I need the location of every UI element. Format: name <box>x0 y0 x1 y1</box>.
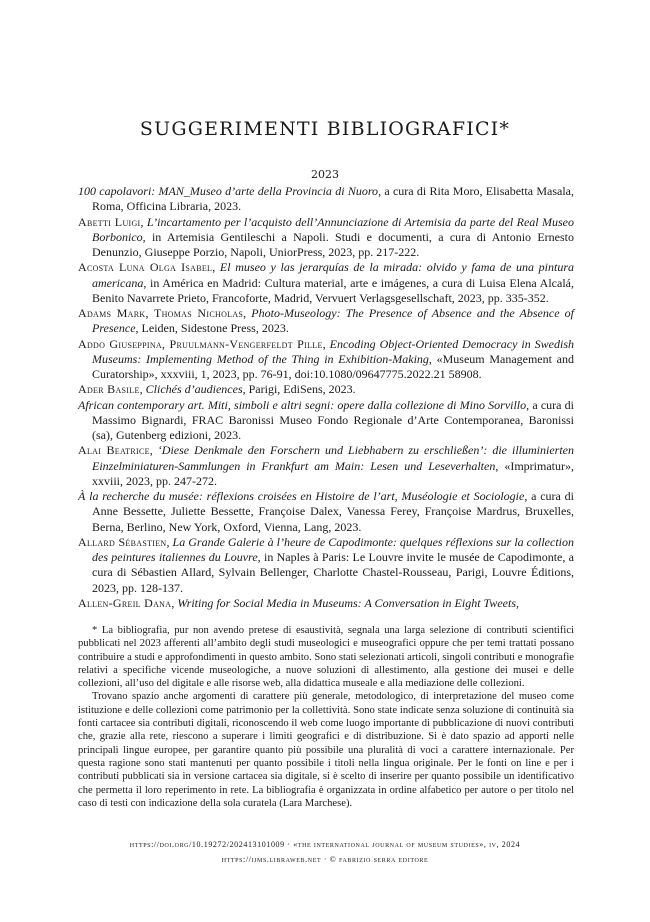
entry-details: , a cura di Rita Moro, Elisabetta Masala, Roma, Officina Libraria, 2023. <box>92 184 574 214</box>
entry-details: , «Imprimatur», xxviii, 2023, pp. 247-272. <box>92 458 574 488</box>
page-title <box>0 118 650 140</box>
bibliography-list <box>78 184 574 611</box>
footnote-marker: * <box>499 118 511 140</box>
bibliography-entry: Abetti Luigi, L’incartamento per l’acquisto dell’Annunciazione di Artemisia da parte del Real Museo Borbonico, in Artemisia Gentileschi a Napoli. Studi e documenti, a cura di Antonio Ernesto Denunzio, Giuseppe Porzio, Napoli, UniorPress, 2023, pp. 217-222. <box>78 214 575 259</box>
bibliography-entry: Addo Giuseppina, Pruulmann-Vengerfeldt Pille, Encoding Object-Oriented Democracy in Swedish Museums: Implementing Method of the Thing in Exhibition-Making, «Museum Management and Curatorship», xxxviii, 1, 2023, pp. 76-91, doi:10.1080/09647775.2022.21 58908. <box>78 336 575 381</box>
bibliography-entry <box>78 398 574 444</box>
entry-details: , in Naples à Paris: Le Louvre invite le musée de Capodimonte, a cura di Sébastien Allard, Sylvain Bellenger, Charlotte Chastel-Rousseau, Parigi, Louvre Éditions, 2023, pp. 128-137. <box>92 550 574 595</box>
entry-details: , a cura di Massimo Bignardi, FRAC Baronissi Museo Fondo Regionale d’Arte Contemporanea, Baronissi (sa), Gutenberg edizioni, 2023. <box>92 397 574 442</box>
entry-title: Clichés d’audiences <box>145 382 243 397</box>
entry-title: Encoding Object-Oriented Democracy in Swedish Museums: Implementing Method of the Thing in Exhibition-Making <box>92 336 575 366</box>
entry-title: 100 capolavori: MAN_Museo d’arte della Provincia di Nuoro <box>78 184 379 198</box>
entry-details: , in América en Madrid: Cultura material, arte e imágenes, a cura di Luisa Elena Alcalá, Benito Navarrete Prieto, Francoforte, Madrid, Vervuert Verlagsgesellschaft, 2023, pp. 335-352. <box>92 275 574 305</box>
page-title-text: SUGGERIMENTI BIBLIOGRAFICI <box>139 118 500 140</box>
entry-details: , Leiden, Sidestone Press, 2023. <box>135 321 289 336</box>
bibliography-entry: Ader Basile, Clichés d’audiences, Parigi, EdiSens, 2023. <box>78 382 356 397</box>
entry-author: Abetti Luigi <box>78 214 141 229</box>
bibliography-entry: Adams Mark, Thomas Nicholas, Photo-Museology: The Presence of Absence and the Absence of Presence, Leiden, Sidestone Press, 2023. <box>78 306 574 336</box>
entry-title: L’incartamento per l’acquisto dell’Annunciazione di Artemisia da parte del Real Museo Borbonico <box>92 214 575 244</box>
entry-details: , in Artemisia Gentileschi a Napoli. Studi e documenti, a cura di Antonio Ernesto Denunzio, Giuseppe Porzio, Napoli, UniorPress, 2023, pp. 217-222. <box>92 229 574 259</box>
entry-details: , «Museum Management and Curatorship», xxxviii, 1, 2023, pp. 76-91, doi:10.1080/09647775.2022.21 58908. <box>92 351 574 381</box>
entry-details: , <box>516 595 519 610</box>
footer-doi-line: https://doi.org/10.19272/202413101009 · «the international journal of museum studies», iv, 2024 <box>129 840 521 849</box>
bibliography-entry: Alai Beatrice, ‘Diese Denkmale den Forschern und Liebhabern zu erschließen’: die illuminierten Einzelminiaturen-Sammlungen in Frankfurt am Main: Lesen und Leseverhalten, «Imprimatur», xxviii, 2023, pp. 247-272. <box>78 443 574 488</box>
entry-details: , a cura di Anne Bessette, Juliette Bessette, Françoise Dalex, Vanessa Ferey, Françoise Mardrus, Bruxelles, Berna, Berlino, New York, Oxford, Vienna, Lang, 2023. <box>92 489 574 534</box>
entry-title: Writing for Social Media in Museums: A Conversation in Eight Tweets <box>177 595 516 610</box>
footer-web-line: https://ijms.libraweb.net · © fabrizio serra editore <box>221 855 429 864</box>
bibliography-entry <box>78 184 574 215</box>
bibliography-entry: Acosta Luna Olga Isabel, El museo y las jerarquías de la mirada: olvido y fama de una pintura americana, in América en Madrid: Cultura material, arte e imágenes, a cura di Luisa Elena Alcalá, Benito Navarrete Prieto, Francoforte, Madrid, Vervuert Verlagsgesellschaft, 2023, pp. 335-352. <box>78 260 574 305</box>
entry-author: Adams Mark, Thomas Nicholas <box>78 306 244 320</box>
bibliography-entry: Allard Sébastien, La Grande Galerie à l’heure de Capodimonte: quelques réflexions sur la collection des peintures italiennes du Louvre, in Naples à Paris: Le Louvre invite le musée de Capodimonte, a cura di Sébastien Allard, Sylvain Bellenger, Charlotte Chastel-Rousseau, Parigi, Louvre Éditions, 2023, pp. 128-137. <box>78 534 574 595</box>
entry-title: À la recherche du musée: réflexions croisées en Histoire de l’art, Muséologie et Sociologie <box>78 489 525 503</box>
entry-author: Addo Giuseppina, Pruulmann-Vengerfeldt Pille <box>78 336 323 351</box>
entry-title: El museo y las jerarquías de la mirada: olvido y fama de una pintura americana <box>92 260 574 290</box>
entry-author: Allard Sébastien <box>78 534 167 549</box>
entry-details: , Parigi, EdiSens, 2023. <box>242 382 356 397</box>
entry-title: African contemporary art. Miti, simboli e altri segni: opere dalla collezione di Mino Sorvillo <box>78 397 527 412</box>
entry-title: La Grande Galerie à l’heure de Capodimonte: quelques réflexions sur la collection des peintures italiennes du Louvre <box>92 534 574 564</box>
entry-author: Acosta Luna Olga Isabel <box>78 260 213 275</box>
entry-title: ‘Diese Denkmale den Forschern und Liebhabern zu erschließen’: die illuminierten Einzelminiaturen-Sammlungen in Frankfurt am Main: Lesen und Leseverhalten <box>92 443 574 473</box>
entry-author: Allen-Greil Dana <box>78 595 172 610</box>
bibliography-entry: Allen-Greil Dana, Writing for Social Media in Museums: A Conversation in Eight Tweets, <box>78 595 519 610</box>
entry-author: Alai Beatrice <box>78 443 150 458</box>
year-heading: 2023 <box>311 168 339 181</box>
entry-author: Ader Basile <box>78 382 140 397</box>
bibliography-entry <box>78 489 574 535</box>
footnote-paragraph: Trovano spazio anche argomenti di carattere più generale, metodologico, di interpretazione del museo come istituzione e delle collezioni come patrimonio per la collettività. Sono state indicate senza soluzione di continuità sia fonti cartacee sia contributi digitali, riconoscendo il web come luogo importante di pubblicazione di nuovi contributi che, grazie alla rete, riescono a superare i limiti geografici e di distribuzione. Si è dato spazio ad apporti nelle principali lingue europee, per garantire quanto più possibile una pluralità di voci a carattere internazionale. Per questa ragione sono stati mantenuti per quanto possibile i titoli nella lingua originale. Per le fonti on line e per i contributi pubblicati sia in versione cartacea sia digitale, si è scelto di inserire per quanto possibile un identificativo che permetta il loro reperimento in rete. La bibliografia è organizzata in ordine alfabetico per autore o per titolo nel caso di testi con indicazione della sola curatela (Lara Marchese). <box>78 691 574 809</box>
footnote <box>78 624 574 810</box>
entry-title: Photo-Museology: The Presence of Absence and the Absence of Presence <box>92 306 574 336</box>
footnote-paragraph: * La bibliografia, pur non avendo pretese di esaustività, segnala una larga selezione di contributi scientifici pubblicati nel 2023 afferenti all’ambito degli studi museologici e museografici oppure che per temi trattati possano contribuire a studi e approfondimenti in questo ambito. Sono stati selezionati articoli, singoli contributi e monografie relativi a specifiche vicende museologiche, a nuove soluzioni di allestimento, alla gestione dei musei e delle collezioni, all’uso del digitale e alle risorse web, alla didattica museale e alla mediazione delle collezioni. <box>78 625 574 690</box>
